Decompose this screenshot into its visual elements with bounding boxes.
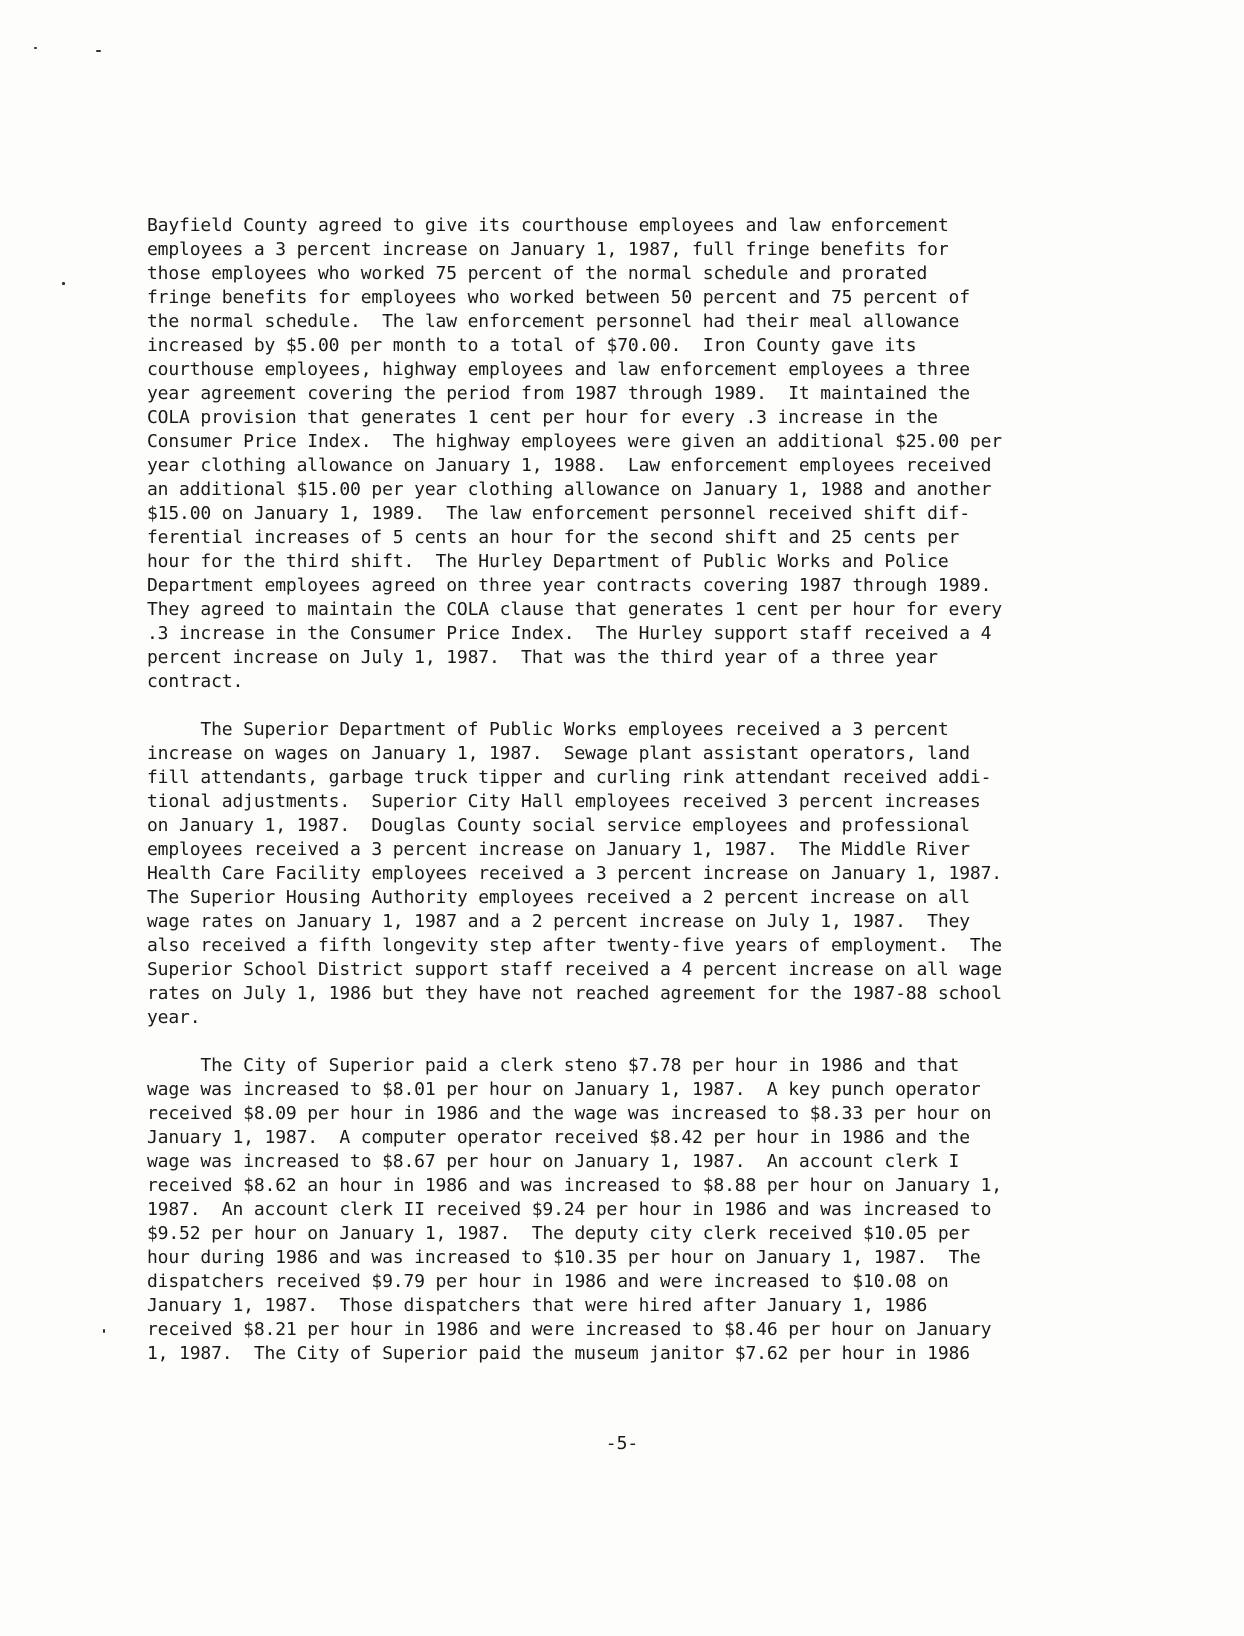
text-line: Health Care Facility employees received a 3 percent increase on January 1, 1987. <box>147 863 1002 884</box>
text-line: hour during 1986 and was increased to $10.35 per hour on January 1, 1987. The <box>147 1247 981 1268</box>
paragraph <box>147 718 1107 1030</box>
text-line: courthouse employees, highway employees and law enforcement employees a three <box>147 359 970 380</box>
paragraph <box>147 1054 1107 1366</box>
document-body <box>147 214 1107 1390</box>
text-line: The Superior Department of Public Works employees received a 3 percent <box>147 719 949 740</box>
text-line: employees received a 3 percent increase on January 1, 1987. The Middle River <box>147 839 970 860</box>
text-line: ferential increases of 5 cents an hour for the second shift and 25 cents per <box>147 527 960 548</box>
scan-speck <box>34 47 37 49</box>
text-line: 1, 1987. The City of Superior paid the museum janitor $7.62 per hour in 1986 <box>147 1343 970 1364</box>
text-line: received $8.09 per hour in 1986 and the wage was increased to $8.33 per hour on <box>147 1103 992 1124</box>
scan-speck <box>103 1329 105 1333</box>
text-line: Consumer Price Index. The highway employees were given an additional $25.00 per <box>147 431 1002 452</box>
text-line: $9.52 per hour on January 1, 1987. The deputy city clerk received $10.05 per <box>147 1223 970 1244</box>
text-line: increased by $5.00 per month to a total of $70.00. Iron County gave its <box>147 335 917 356</box>
text-line: The City of Superior paid a clerk steno $7.78 per hour in 1986 and that <box>147 1055 960 1076</box>
text-line: Bayfield County agreed to give its courthouse employees and law enforcement <box>147 215 949 236</box>
text-line: COLA provision that generates 1 cent per hour for every .3 increase in the <box>147 407 938 428</box>
page-number: -5- <box>605 1433 639 1454</box>
text-line: dispatchers received $9.79 per hour in 1986 and were increased to $10.08 on <box>147 1271 949 1292</box>
text-line: hour for the third shift. The Hurley Department of Public Works and Police <box>147 551 949 572</box>
scan-speck <box>62 282 65 285</box>
text-line: year. <box>147 1007 201 1028</box>
text-line: year clothing allowance on January 1, 1988. Law enforcement employees received <box>147 455 992 476</box>
text-line: wage was increased to $8.67 per hour on January 1, 1987. An account clerk I <box>147 1151 960 1172</box>
text-line: received $8.62 an hour in 1986 and was increased to $8.88 per hour on January 1, <box>147 1175 1002 1196</box>
text-line: increase on wages on January 1, 1987. Sewage plant assistant operators, land <box>147 743 970 764</box>
text-line: tional adjustments. Superior City Hall employees received 3 percent increases <box>147 791 981 812</box>
text-line: $15.00 on January 1, 1989. The law enforcement personnel received shift dif- <box>147 503 970 524</box>
text-line: January 1, 1987. Those dispatchers that were hired after January 1, 1986 <box>147 1295 928 1316</box>
text-line: rates on July 1, 1986 but they have not reached agreement for the 1987-88 school <box>147 983 1002 1004</box>
text-line: year agreement covering the period from 1987 through 1989. It maintained the <box>147 383 970 404</box>
text-line: contract. <box>147 671 244 692</box>
text-line: The Superior Housing Authority employees received a 2 percent increase on all <box>147 887 970 908</box>
text-line: fill attendants, garbage truck tipper and curling rink attendant received addi- <box>147 767 992 788</box>
scan-speck <box>96 50 101 52</box>
text-line: 1987. An account clerk II received $9.24 per hour in 1986 and was increased to <box>147 1199 992 1220</box>
text-line: fringe benefits for employees who worked between 50 percent and 75 percent of <box>147 287 970 308</box>
text-line: January 1, 1987. A computer operator received $8.42 per hour in 1986 and the <box>147 1127 970 1148</box>
text-line: on January 1, 1987. Douglas County social service employees and professional <box>147 815 970 836</box>
text-line: Superior School District support staff received a 4 percent increase on all wage <box>147 959 1002 980</box>
text-line: those employees who worked 75 percent of the normal schedule and prorated <box>147 263 928 284</box>
text-line: wage was increased to $8.01 per hour on January 1, 1987. A key punch operator <box>147 1079 981 1100</box>
text-line: also received a fifth longevity step after twenty-five years of employment. The <box>147 935 1002 956</box>
text-line: wage rates on January 1, 1987 and a 2 percent increase on July 1, 1987. They <box>147 911 970 932</box>
text-line: .3 increase in the Consumer Price Index. The Hurley support staff received a 4 <box>147 623 992 644</box>
text-line: the normal schedule. The law enforcement personnel had their meal allowance <box>147 311 960 332</box>
text-line: received $8.21 per hour in 1986 and were increased to $8.46 per hour on January <box>147 1319 992 1340</box>
text-line: employees a 3 percent increase on January 1, 1987, full fringe benefits for <box>147 239 949 260</box>
text-line: Department employees agreed on three year contracts covering 1987 through 1989. <box>147 575 992 596</box>
paragraph <box>147 214 1107 694</box>
text-line: an additional $15.00 per year clothing allowance on January 1, 1988 and another <box>147 479 992 500</box>
text-line: They agreed to maintain the COLA clause that generates 1 cent per hour for every <box>147 599 1002 620</box>
text-line: percent increase on July 1, 1987. That was the third year of a three year <box>147 647 938 668</box>
